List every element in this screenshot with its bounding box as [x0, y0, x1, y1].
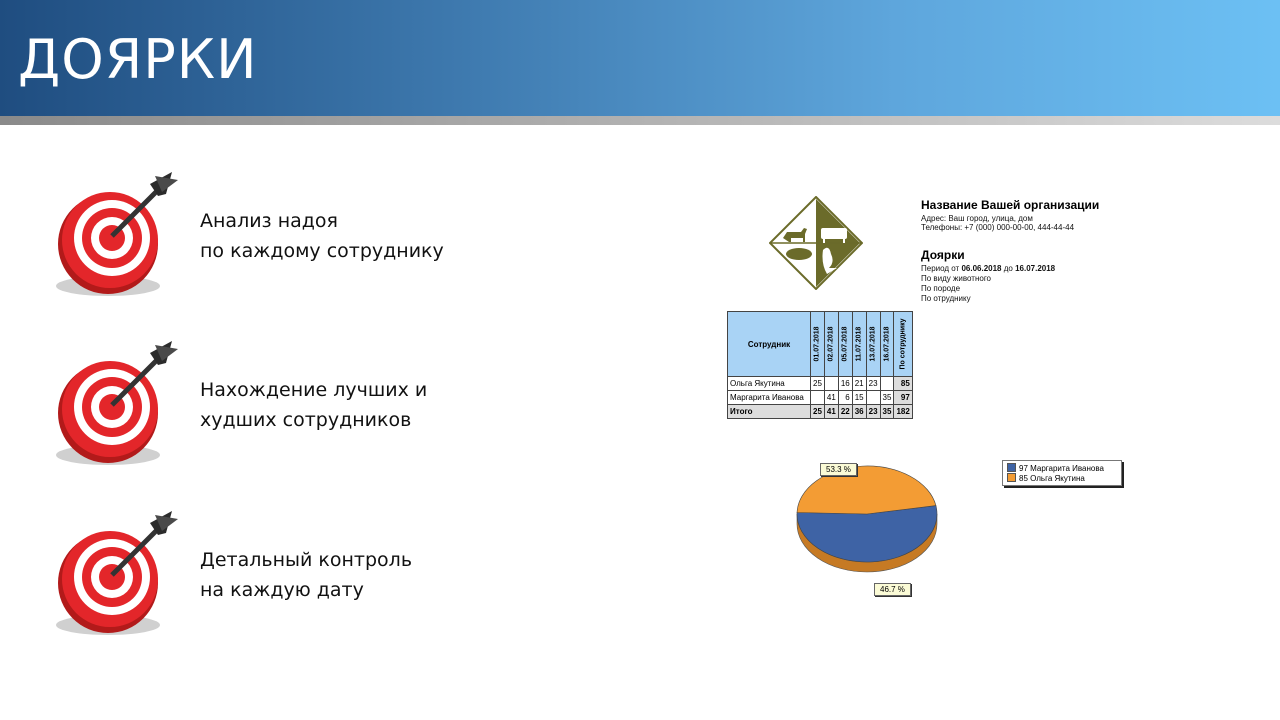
feature-line-1: Нахождение лучших и — [200, 379, 428, 401]
legend-swatch — [1007, 463, 1016, 472]
dart-target-icon — [50, 505, 190, 645]
column-header: 01.07.2018 — [811, 312, 825, 377]
table-header-row — [728, 312, 913, 377]
table-cell: 97 — [894, 391, 912, 405]
table-cell: 36 — [852, 405, 866, 419]
header-divider — [0, 116, 1280, 125]
org-address: Адрес: Ваш город, улица, дом — [921, 214, 1033, 223]
dart-target-icon — [50, 166, 190, 306]
report-filter: По виду животного — [921, 274, 992, 283]
table-cell — [811, 391, 825, 405]
feature-item — [50, 505, 650, 645]
legend-item: 85 Ольга Якутина — [1007, 473, 1085, 483]
feature-item — [50, 166, 650, 306]
table-cell: 25 — [811, 405, 825, 419]
column-header: 05.07.2018 — [838, 312, 852, 377]
table-cell: 35 — [880, 405, 894, 419]
pie-percent-label: 53.3 % — [820, 463, 857, 476]
report-title: Доярки — [921, 248, 965, 262]
table-cell: 35 — [880, 391, 894, 405]
pie-chart — [793, 452, 943, 612]
table-cell: Ольга Якутина — [728, 377, 811, 391]
table-cell: 21 — [852, 377, 866, 391]
feature-line-2: на каждую дату — [200, 579, 364, 601]
table-cell: 6 — [838, 391, 852, 405]
report-filter: По породе — [921, 284, 961, 293]
column-header: 11.07.2018 — [852, 312, 866, 377]
dart-target-icon — [50, 335, 190, 475]
org-phones: Телефоны: +7 (000) 000-00-00, 444-44-44 — [921, 223, 1075, 232]
pie-slice — [797, 466, 936, 514]
feature-line-2: по каждому сотруднику — [200, 240, 444, 262]
org-name: Название Вашей организации — [921, 198, 1100, 212]
legend-item: 97 Маргарита Иванова — [1007, 463, 1104, 473]
report-preview — [727, 190, 1147, 610]
feature-item — [50, 335, 650, 475]
table-cell: 22 — [838, 405, 852, 419]
table-cell: 182 — [894, 405, 912, 419]
table-row — [728, 377, 913, 391]
report-table — [727, 311, 913, 419]
table-cell: 23 — [866, 405, 880, 419]
table-cell: 85 — [894, 377, 912, 391]
table-cell: Итого — [728, 405, 811, 419]
table-cell: 25 — [811, 377, 825, 391]
feature-line-2: худших сотрудников — [200, 409, 412, 431]
table-cell: 41 — [824, 391, 838, 405]
column-header: 02.07.2018 — [824, 312, 838, 377]
table-cell: Маргарита Иванова — [728, 391, 811, 405]
legend-swatch — [1007, 473, 1016, 482]
feature-line-1: Детальный контроль — [200, 549, 413, 571]
report-filter: По отруднику — [921, 294, 971, 303]
column-header: Сотрудник — [728, 312, 811, 377]
farm-animals-logo-icon — [769, 196, 863, 290]
column-header: 13.07.2018 — [866, 312, 880, 377]
slide-title: ДОЯРКИ — [18, 28, 258, 91]
feature-line-1: Анализ надоя — [200, 210, 338, 232]
table-row — [728, 391, 913, 405]
table-cell — [866, 391, 880, 405]
table-cell: 15 — [852, 391, 866, 405]
table-cell: 41 — [824, 405, 838, 419]
table-total-row — [728, 405, 913, 419]
table-cell: 23 — [866, 377, 880, 391]
column-header: По сотруднику — [894, 312, 912, 377]
report-period: Период от 06.06.2018 до 16.07.2018 — [921, 264, 1056, 273]
pie-percent-label: 46.7 % — [874, 583, 911, 596]
slide-header — [0, 0, 1280, 116]
table-cell — [824, 377, 838, 391]
table-cell — [880, 377, 894, 391]
table-cell: 16 — [838, 377, 852, 391]
column-header: 16.07.2018 — [880, 312, 894, 377]
chart-legend — [1002, 460, 1122, 486]
